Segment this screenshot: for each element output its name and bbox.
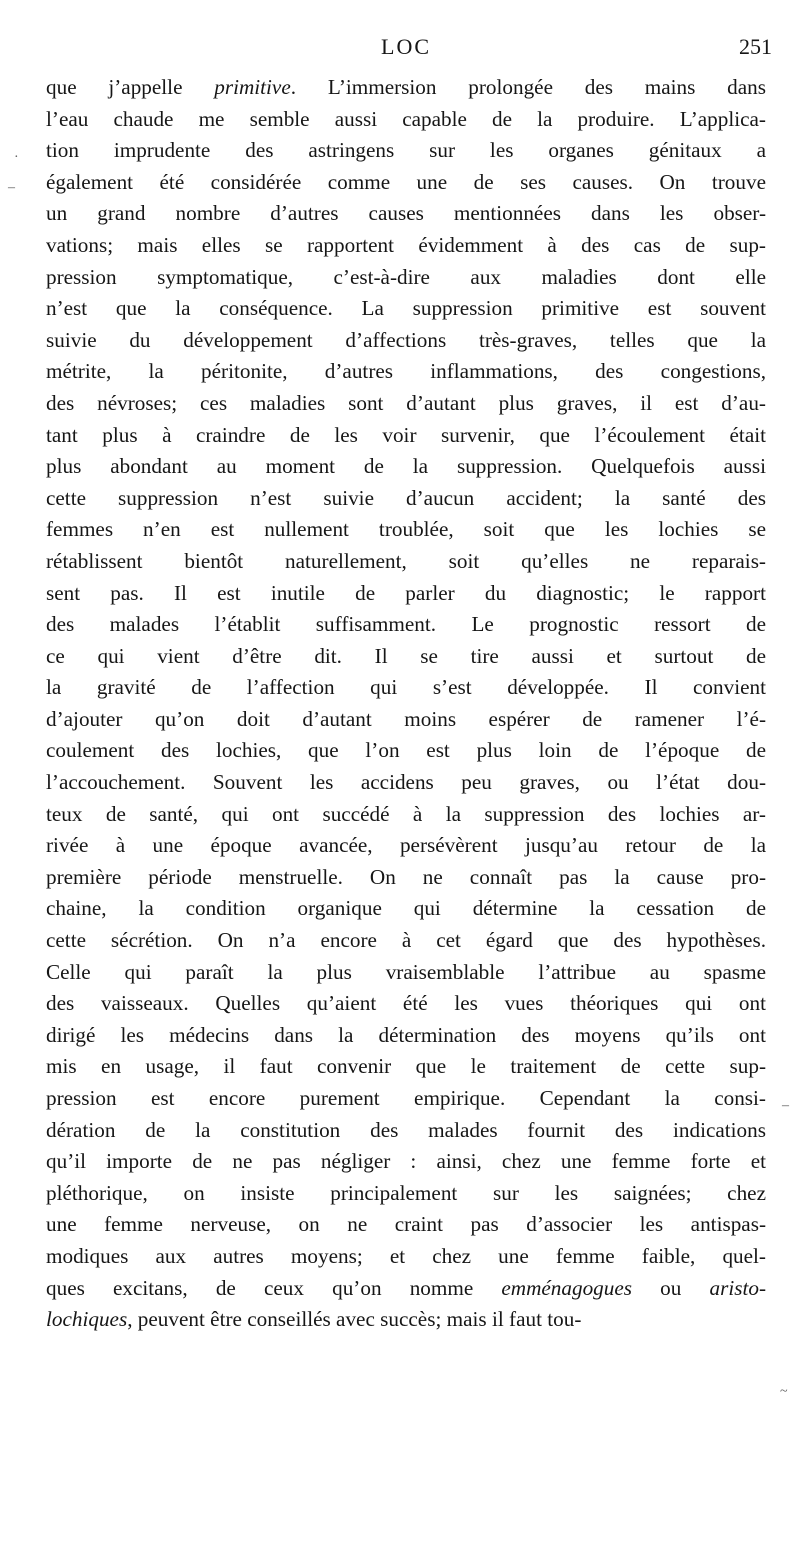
running-head <box>46 34 772 64</box>
text-segment: une femme nerveuse, on ne craint pas d’associer les antispas- <box>46 1212 766 1237</box>
text-line <box>46 988 766 1020</box>
text-line <box>46 704 766 736</box>
text-segment: des malades l’établit suffisamment. Le prognostic ressort de <box>46 612 766 637</box>
italic-term: lochiques <box>46 1307 128 1332</box>
text-line <box>46 262 766 294</box>
text-line <box>46 1083 766 1115</box>
text-line <box>46 1020 766 1052</box>
italic-term: emménagogues <box>501 1275 633 1300</box>
text-line <box>46 135 766 167</box>
page-number: 251 <box>739 34 772 59</box>
margin-mark: – <box>8 180 15 195</box>
text-segment: femmes n’en est nullement troublée, soit que les lochies se <box>46 517 766 542</box>
text-segment: ce qui vient d’être dit. Il se tire aussi et surtout de <box>46 643 766 668</box>
text-line <box>46 830 766 862</box>
text-segment: n’est que la conséquence. La suppression primitive est souvent <box>46 296 766 321</box>
text-segment: pression symptomatique, c’est-à-dire aux maladies dont elle <box>46 264 766 289</box>
text-line <box>46 1051 766 1083</box>
margin-mark: · <box>14 150 19 165</box>
text-line <box>46 799 766 831</box>
text-segment: rétablissent bientôt naturellement, soit qu’elles ne reparais- <box>46 548 766 573</box>
text-line <box>46 198 766 230</box>
text-line <box>46 1241 766 1273</box>
text-segment: des vaisseaux. Quelles qu’aient été les vues théoriques qui ont <box>46 991 766 1016</box>
text-line <box>46 104 766 136</box>
text-line <box>46 356 766 388</box>
text-segment: vations; mais elles se rapportent évidemment à des cas de sup- <box>46 232 766 257</box>
text-segment: d’ajouter qu’on doit d’autant moins espérer de ramener l’é- <box>46 706 766 731</box>
text-segment: un grand nombre d’autres causes mentionnées dans les obser- <box>46 201 766 226</box>
text-segment: première période menstruelle. On ne connaît pas la cause pro- <box>46 864 766 889</box>
text-segment: également été considérée comme une de ses causes. On trouve <box>46 169 766 194</box>
text-segment: coulement des lochies, que l’on est plus loin de l’époque de <box>46 738 766 763</box>
text-segment: qu’il importe de ne pas négliger : ainsi, chez une femme forte et <box>46 1149 766 1174</box>
italic-term: aristo- <box>709 1275 766 1300</box>
text-segment: des névroses; ces maladies sont d’autant plus graves, il est d’au- <box>46 390 766 415</box>
text-segment: pression est encore purement empirique. Cependant la consi- <box>46 1086 766 1110</box>
text-line <box>46 230 766 262</box>
text-line <box>46 1115 766 1147</box>
text-segment: rivée à une époque avancée, persévèrent jusqu’au retour de la <box>46 833 766 858</box>
text-segment: dirigé les médecins dans la détermination des moyens qu’ils ont <box>46 1022 766 1047</box>
text-segment: teux de santé, qui ont succédé à la suppression des lochies ar- <box>46 801 766 826</box>
text-segment: tion imprudente des astringens sur les organes génitaux a <box>46 138 766 163</box>
italic-term: primitive <box>214 75 291 99</box>
text-line <box>46 1178 766 1210</box>
text-segment: cette suppression n’est suivie d’aucun accident; la santé des <box>46 485 766 510</box>
text-segment: modiques aux autres moyens; et chez une femme faible, quel- <box>46 1243 766 1268</box>
text-segment: que j’appelle <box>46 75 215 99</box>
margin-mark: ~ <box>780 1384 788 1399</box>
text-segment: ques excitans, de ceux qu’on nomme <box>46 1275 502 1300</box>
text-segment: suivie du développement d’affections très-graves, telles que la <box>46 327 766 352</box>
text-segment: Celle qui paraît la plus vraisemblable l’attribue au spasme <box>46 959 766 984</box>
text-line <box>46 420 766 452</box>
text-segment: cette sécrétion. On n’a encore à cet égard que des hypothèses. <box>46 928 766 953</box>
text-line <box>46 1209 766 1241</box>
text-segment: mis en usage, il faut convenir que le traitement de cette sup- <box>46 1054 766 1079</box>
text-line <box>46 578 766 610</box>
text-line <box>46 641 766 673</box>
text-line <box>46 293 766 325</box>
running-title: LOC <box>381 34 431 59</box>
text-segment: l’eau chaude me semble aussi capable de la produire. L’applica- <box>46 106 766 131</box>
margin-mark: – <box>782 1098 789 1113</box>
text-line <box>46 1304 766 1336</box>
text-line <box>46 1273 766 1305</box>
text-segment: chaine, la condition organique qui détermine la cessation de <box>46 896 766 921</box>
text-segment: dération de la constitution des malades fournit des indications <box>46 1117 766 1142</box>
text-line <box>46 167 766 199</box>
text-line <box>46 451 766 483</box>
text-segment: plus abondant au moment de la suppression. Quelquefois aussi <box>46 454 766 479</box>
text-line <box>46 609 766 641</box>
text-line <box>46 388 766 420</box>
text-line <box>46 514 766 546</box>
text-segment: sent pas. Il est inutile de parler du diagnostic; le rapport <box>46 580 766 605</box>
text-line <box>46 862 766 894</box>
text-segment: tant plus à craindre de les voir survenir, que l’écoulement était <box>46 422 766 447</box>
text-segment: , peuvent être conseillés avec succès; mais il faut tou- <box>127 1307 582 1332</box>
text-line <box>46 925 766 957</box>
text-line <box>46 672 766 704</box>
text-line <box>46 957 766 989</box>
text-line <box>46 735 766 767</box>
text-line <box>46 325 766 357</box>
text-line <box>46 546 766 578</box>
text-segment: l’accouchement. Souvent les accidens peu graves, ou l’état dou- <box>46 770 766 795</box>
text-segment: métrite, la péritonite, d’autres inflammations, des congestions, <box>46 359 766 384</box>
text-line <box>46 767 766 799</box>
text-line <box>46 1146 766 1178</box>
text-segment: pléthorique, on insiste principalement sur les saignées; chez <box>46 1180 766 1205</box>
text-segment: . L’immersion prolongée des mains dans <box>290 75 766 99</box>
body-text <box>46 72 766 1336</box>
text-segment: la gravité de l’affection qui s’est développée. Il convient <box>46 675 766 700</box>
text-line <box>46 72 766 104</box>
text-line <box>46 893 766 925</box>
text-line <box>46 483 766 515</box>
text-segment: ou <box>632 1275 710 1300</box>
